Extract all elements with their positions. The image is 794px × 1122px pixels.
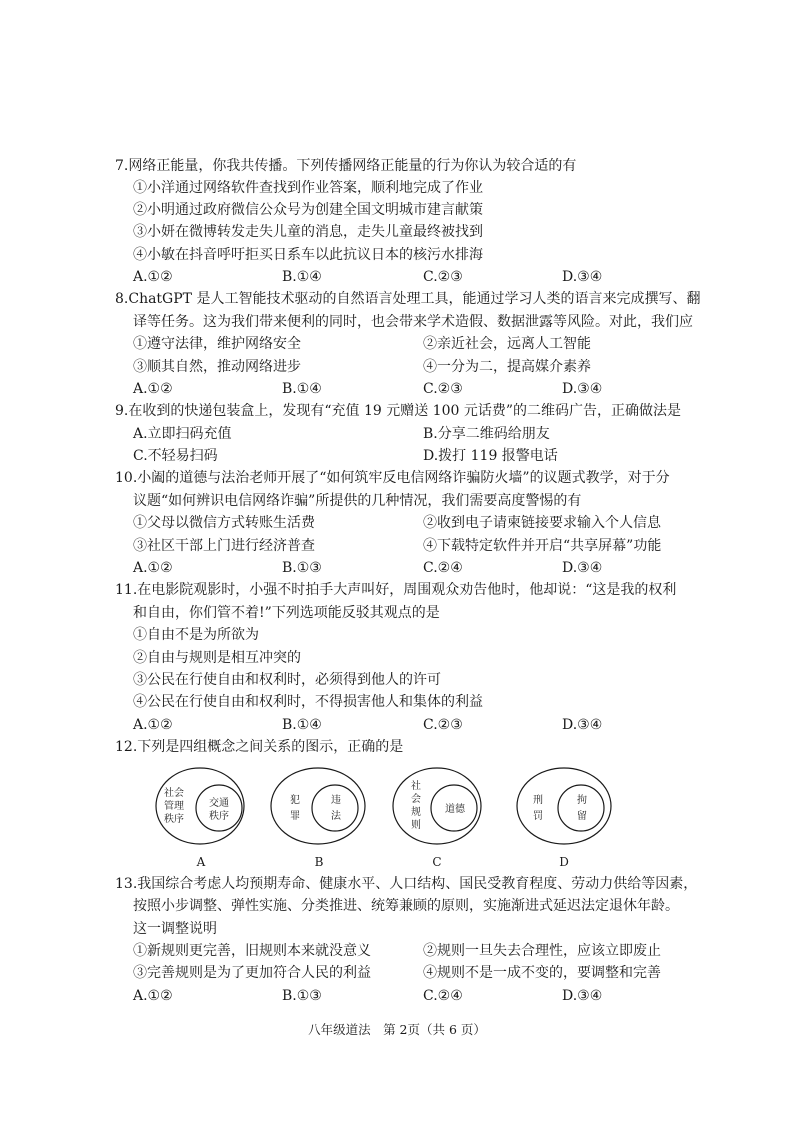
- q9-stem: 9.在收到的快递包装盒上，发现有“充值 19 元赠送 100 元话费”的二维码广告，正确做法是: [115, 403, 682, 419]
- diagram-c-letter: C: [432, 855, 442, 869]
- q8-item-2: ②亲近社会，远离人工智能: [423, 336, 591, 352]
- q7-item-1: ①小洋通过网络软件查找到作业答案，顺利地完成了作业: [133, 180, 483, 196]
- diagram-d-outer-label-2: 罚: [533, 811, 543, 822]
- diagram-a-inner-label-1: 交通: [209, 798, 229, 809]
- q13-option-a: A.①②: [133, 988, 173, 1004]
- q12-concept-diagrams: [150, 766, 650, 876]
- q13-item-1: ①新规则更完善，旧规则本来就没意义: [133, 943, 371, 959]
- diagram-b-letter: B: [314, 855, 324, 869]
- diagram-b-outer-circle: [271, 768, 365, 844]
- diagram-d-outer-circle: [517, 768, 611, 844]
- q10-item-3: ③社区干部上门进行经济普查: [133, 538, 315, 554]
- q10-option-b: B.①③: [282, 560, 322, 576]
- diagram-c: [393, 768, 481, 869]
- diagram-a-outer-label-1: 社会: [164, 788, 184, 799]
- q11-stem-line-1: 11.在电影院观影时，小强不时拍手大声叫好，周围观众劝告他时，他却说：“这是我的权利: [115, 582, 677, 598]
- diagram-c-outer-label-2: 会: [411, 794, 421, 805]
- diagram-d-inner-circle: [558, 785, 604, 831]
- q13-option-b: B.①③: [282, 988, 322, 1004]
- q8-option-c: C.②③: [423, 381, 463, 397]
- q7-option-a: A.①②: [133, 269, 173, 285]
- diagram-b-inner-circle: [312, 785, 358, 831]
- diagram-a: [156, 768, 244, 869]
- diagram-d-letter: D: [559, 855, 569, 869]
- q7-option-b: B.①④: [282, 269, 322, 285]
- q10-item-4: ④下载特定软件并开启“共享屏幕”功能: [423, 538, 662, 554]
- q13-item-4: ④规则不是一成不变的，要调整和完善: [423, 965, 661, 981]
- diagram-c-outer-label-3: 规: [411, 807, 421, 818]
- diagram-d-outer-label-1: 刑: [533, 795, 543, 806]
- q13-stem-line-3: 这一调整说明: [133, 921, 217, 937]
- q7-item-2: ②小明通过政府微信公众号为创建全国文明城市建言献策: [133, 202, 483, 218]
- page-footer: 八年级道法 第 2页（共 6 页）: [308, 1022, 486, 1037]
- q12-diagram-svg: [150, 766, 650, 876]
- q11-stem-line-2: 和自由，你们管不着!”下列选项能反驳其观点的是: [133, 605, 440, 621]
- q8-stem-line-2: 译等任务。这为我们带来便利的同时，也会带来学术造假、数据泄露等风险。对此，我们应: [133, 314, 693, 330]
- diagram-a-outer-label-3: 秩序: [164, 814, 184, 825]
- diagram-b-inner-label-2: 法: [331, 811, 341, 822]
- q7-option-c: C.②③: [423, 269, 463, 285]
- q13-option-c: C.②④: [423, 988, 463, 1004]
- q11-item-2: ②自由与规则是相互冲突的: [133, 650, 301, 666]
- q10-option-a: A.①②: [133, 560, 173, 576]
- q11-item-3: ③公民在行使自由和权利时，必须得到他人的许可: [133, 672, 441, 688]
- q11-option-b: B.①④: [282, 717, 322, 733]
- q8-stem-line-1: 8.ChatGPT 是人工智能技术驱动的自然语言处理工具，能通过学习人类的语言来完成撰写、翻: [115, 291, 701, 307]
- q7-item-3: ③小妍在微博转发走失儿童的消息，走失儿童最终被找到: [133, 224, 483, 240]
- q7-option-d: D.③④: [562, 269, 603, 285]
- q10-stem-line-2: 议题“如何辨识电信网络诈骗”所提供的几种情况，我们需要高度警惕的有: [133, 493, 582, 509]
- q10-option-c: C.②④: [423, 560, 463, 576]
- diagram-d-inner-label-1: 拘: [577, 795, 587, 806]
- q9-option-c: C.不轻易扫码: [133, 448, 218, 464]
- diagram-c-outer-label-4: 则: [411, 820, 421, 831]
- q13-item-3: ③完善规则是为了更加符合人民的利益: [133, 965, 371, 981]
- q8-item-1: ①遵守法律，维护网络安全: [133, 336, 301, 352]
- q9-option-b: B.分享二维码给朋友: [423, 426, 550, 442]
- q10-item-1: ①父母以微信方式转账生活费: [133, 515, 315, 531]
- q8-item-3: ③顺其自然，推动网络进步: [133, 359, 301, 375]
- q8-option-b: B.①④: [282, 381, 322, 397]
- q11-item-1: ①自由不是为所欲为: [133, 627, 259, 643]
- q10-stem-line-1: 10.小阖的道德与法治老师开展了“如何筑牢反电信网络诈骗防火墙”的议题式教学，对于分: [115, 470, 670, 486]
- q11-option-c: C.②③: [423, 717, 463, 733]
- q13-stem-line-1: 13.我国综合考虑人均预期寿命、健康水平、人口结构、国民受教育程度、劳动力供给等因素，: [115, 876, 698, 892]
- diagram-c-inner-label-1: 道德: [445, 804, 465, 815]
- diagram-a-inner-label-2: 秩序: [209, 811, 229, 822]
- q11-option-d: D.③④: [562, 717, 603, 733]
- q7-item-4: ④小敏在抖音呼吁拒买日系车以此抗议日本的核污水排海: [133, 247, 483, 263]
- q13-stem-line-2: 按照小步调整、弹性实施、分类推进、统筹兼顾的原则，实施渐进式延迟法定退休年龄。: [133, 898, 679, 914]
- q8-option-d: D.③④: [562, 381, 603, 397]
- diagram-b-outer-label-1: 犯: [290, 795, 300, 806]
- diagram-a-outer-label-2: 管理: [164, 801, 184, 812]
- diagram-c-outer-circle: [393, 768, 481, 844]
- diagram-b: [271, 768, 365, 869]
- diagram-d-inner-label-2: 留: [577, 811, 587, 822]
- q13-item-2: ②规则一旦失去合理性，应该立即废止: [423, 943, 661, 959]
- diagram-c-outer-label-1: 社: [411, 781, 421, 792]
- diagram-a-letter: A: [196, 855, 206, 869]
- q12-stem: 12.下列是四组概念之间关系的图示，正确的是: [115, 739, 404, 755]
- q9-option-a: A.立即扫码充值: [133, 426, 232, 442]
- q10-item-2: ②收到电子请柬链接要求输入个人信息: [423, 515, 661, 531]
- q8-option-a: A.①②: [133, 381, 173, 397]
- q13-option-d: D.③④: [562, 988, 603, 1004]
- q10-option-d: D.③④: [562, 560, 603, 576]
- q11-item-4: ④公民在行使自由和权利时，不得损害他人和集体的利益: [133, 694, 483, 710]
- q9-option-d: D.拨打 119 报警电话: [423, 448, 558, 464]
- q8-item-4: ④一分为二，提高媒介素养: [423, 359, 591, 375]
- q11-option-a: A.①②: [133, 717, 173, 733]
- diagram-d: [517, 768, 611, 869]
- diagram-b-inner-label-1: 违: [331, 795, 341, 806]
- q7-stem: 7.网络正能量，你我共传播。下列传播网络正能量的行为你认为较合适的有: [115, 158, 577, 174]
- diagram-b-outer-label-2: 罪: [290, 811, 300, 822]
